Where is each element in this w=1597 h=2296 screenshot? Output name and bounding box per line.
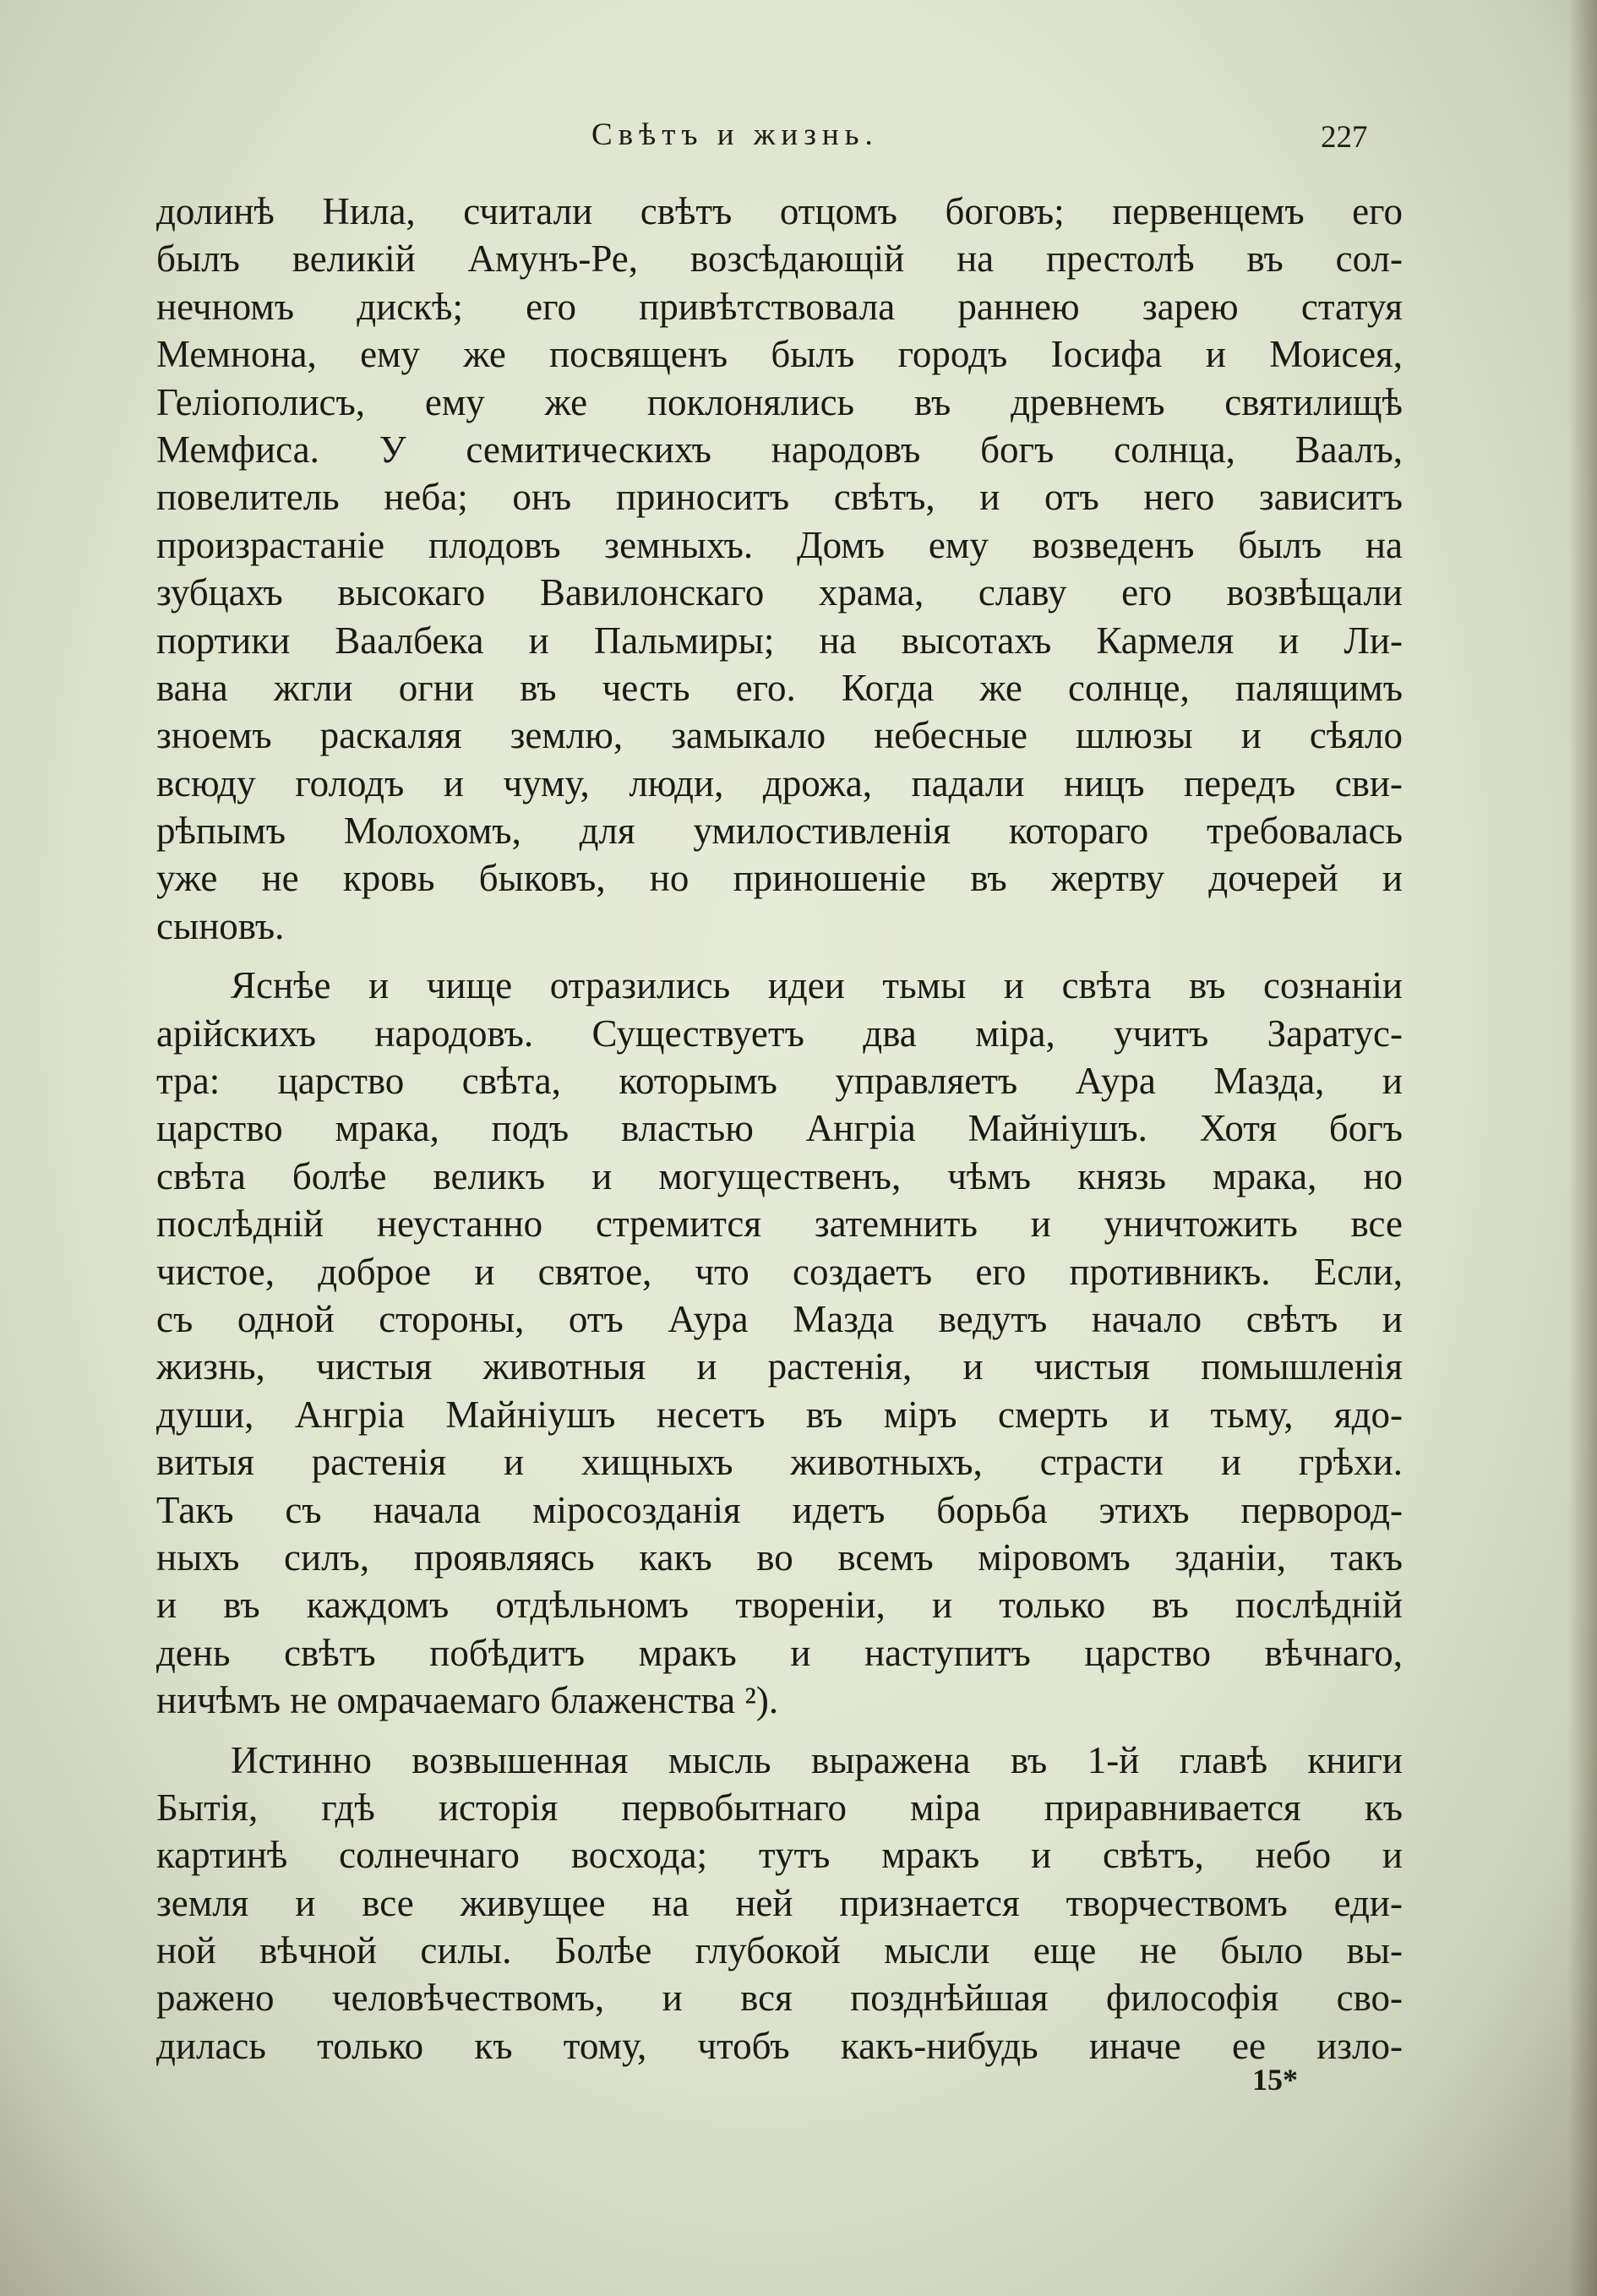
text-line: дилась только къ тому, чтобъ какъ-нибудь иначе ее изло- <box>156 2024 1403 2067</box>
text-line: вана жгли огни въ честь его. Когда же солнце, палящимъ <box>156 666 1403 709</box>
text-line: ничѣмъ не омрачаемаго блаженства ²). <box>156 1679 779 1722</box>
text-line: повелитель неба; онъ приноситъ свѣтъ, и отъ него зависитъ <box>156 476 1403 519</box>
page-number: 227 <box>1321 120 1368 155</box>
paragraph-3 <box>156 1737 1403 2070</box>
text-line: всюду голодъ и чуму, люди, дрожа, падали ницъ передъ сви- <box>156 761 1403 804</box>
text-line: тра: царство свѣта, которымъ управляетъ Аура Мазда, и <box>156 1060 1403 1103</box>
text-line: ражено человѣчествомъ, и вся позднѣйшая философія сво- <box>156 1977 1403 2020</box>
text-line: Яснѣе и чище отразились идеи тьмы и свѣта въ сознаніи <box>231 964 1403 1007</box>
text-line: Истинно возвышенная мысль выражена въ 1-й главѣ книги <box>231 1738 1403 1781</box>
text-line: Геліополисъ, ему же поклонялись въ древнемъ святилищѣ <box>156 380 1403 423</box>
text-line: день свѣтъ побѣдитъ мракъ и наступитъ царство вѣчнаго, <box>156 1631 1403 1674</box>
text-line: зноемъ раскаляя землю, замыкало небесные шлюзы и сѣяло <box>156 714 1403 757</box>
text-line: послѣдній неустанно стремится затемнить и уничтожить все <box>156 1203 1403 1246</box>
paragraph-1 <box>156 188 1403 950</box>
text-line: Мемнона, ему же посвященъ былъ городъ Іосифа и Моисея, <box>156 333 1403 376</box>
text-line: ныхъ силъ, проявляясь какъ во всемъ міровомъ зданіи, такъ <box>156 1535 1403 1579</box>
running-title: Свѣтъ и жизнь. <box>591 117 879 152</box>
text-line: чистое, доброе и святое, что создаетъ его противникъ. Если, <box>156 1250 1403 1293</box>
text-line: уже не кровь быковъ, но приношеніе въ жертву дочерей и <box>156 857 1403 900</box>
text-line: свѣта болѣе великъ и могущественъ, чѣмъ князь мрака, но <box>156 1154 1403 1197</box>
text-line: царство мрака, подъ властью Ангріа Майніушъ. Хотя богъ <box>156 1107 1403 1150</box>
paragraph-gap <box>156 1725 1403 1737</box>
text-line: произрастаніе плодовъ земныхъ. Домъ ему возведенъ былъ на <box>156 523 1403 566</box>
text-line: арійскихъ народовъ. Существуетъ два міра, учитъ Заратус- <box>156 1012 1403 1055</box>
text-line: былъ великій Амунъ-Ре, возсѣдающій на престолѣ въ сол- <box>156 237 1403 281</box>
text-line: Такъ съ начала міросозданія идетъ борьба этихъ первород- <box>156 1488 1403 1531</box>
text-line: витыя растенія и хищныхъ животныхъ, страсти и грѣхи. <box>156 1441 1403 1484</box>
text-line: картинѣ солнечнаго восхода; тутъ мракъ и свѣтъ, небо и <box>156 1834 1403 1877</box>
paragraph-gap <box>156 950 1403 962</box>
text-line: Бытія, гдѣ исторія первобытнаго міра приравнивается къ <box>156 1786 1403 1829</box>
text-line: Мемфиса. У семитическихъ народовъ богъ солнца, Ваалъ, <box>156 428 1403 471</box>
text-line: съ одной стороны, отъ Аура Мазда ведутъ начало свѣтъ и <box>156 1297 1403 1340</box>
text-line: портики Ваалбека и Пальмиры; на высотахъ Кармеля и Ли- <box>156 619 1403 662</box>
text-line: ной вѣчной силы. Болѣе глубокой мысли еще не было вы- <box>156 1929 1403 1972</box>
text-line: и въ каждомъ отдѣльномъ твореніи, и только въ послѣдній <box>156 1584 1403 1627</box>
text-line: земля и все живущее на ней признается творчествомъ еди- <box>156 1881 1403 1924</box>
text-line: души, Ангріа Майніушъ несетъ въ міръ смерть и тьму, ядо- <box>156 1393 1403 1436</box>
paragraph-2 <box>156 962 1403 1724</box>
text-line: нечномъ дискѣ; его привѣтствовала раннею зарею статуя <box>156 285 1403 328</box>
body-text <box>156 188 1403 2070</box>
signature-mark: 15* <box>1252 2063 1298 2097</box>
text-line: рѣпымъ Молохомъ, для умилостивленія котораго требовалась <box>156 810 1403 853</box>
text-line: сыновъ. <box>156 904 285 947</box>
text-line: зубцахъ высокаго Вавилонскаго храма, славу его возвѣщали <box>156 571 1403 614</box>
text-line: жизнь, чистыя животныя и растенія, и чистыя помышленія <box>156 1345 1403 1388</box>
text-line: долинѣ Нила, считали свѣтъ отцомъ боговъ; первенцемъ его <box>156 190 1403 232</box>
